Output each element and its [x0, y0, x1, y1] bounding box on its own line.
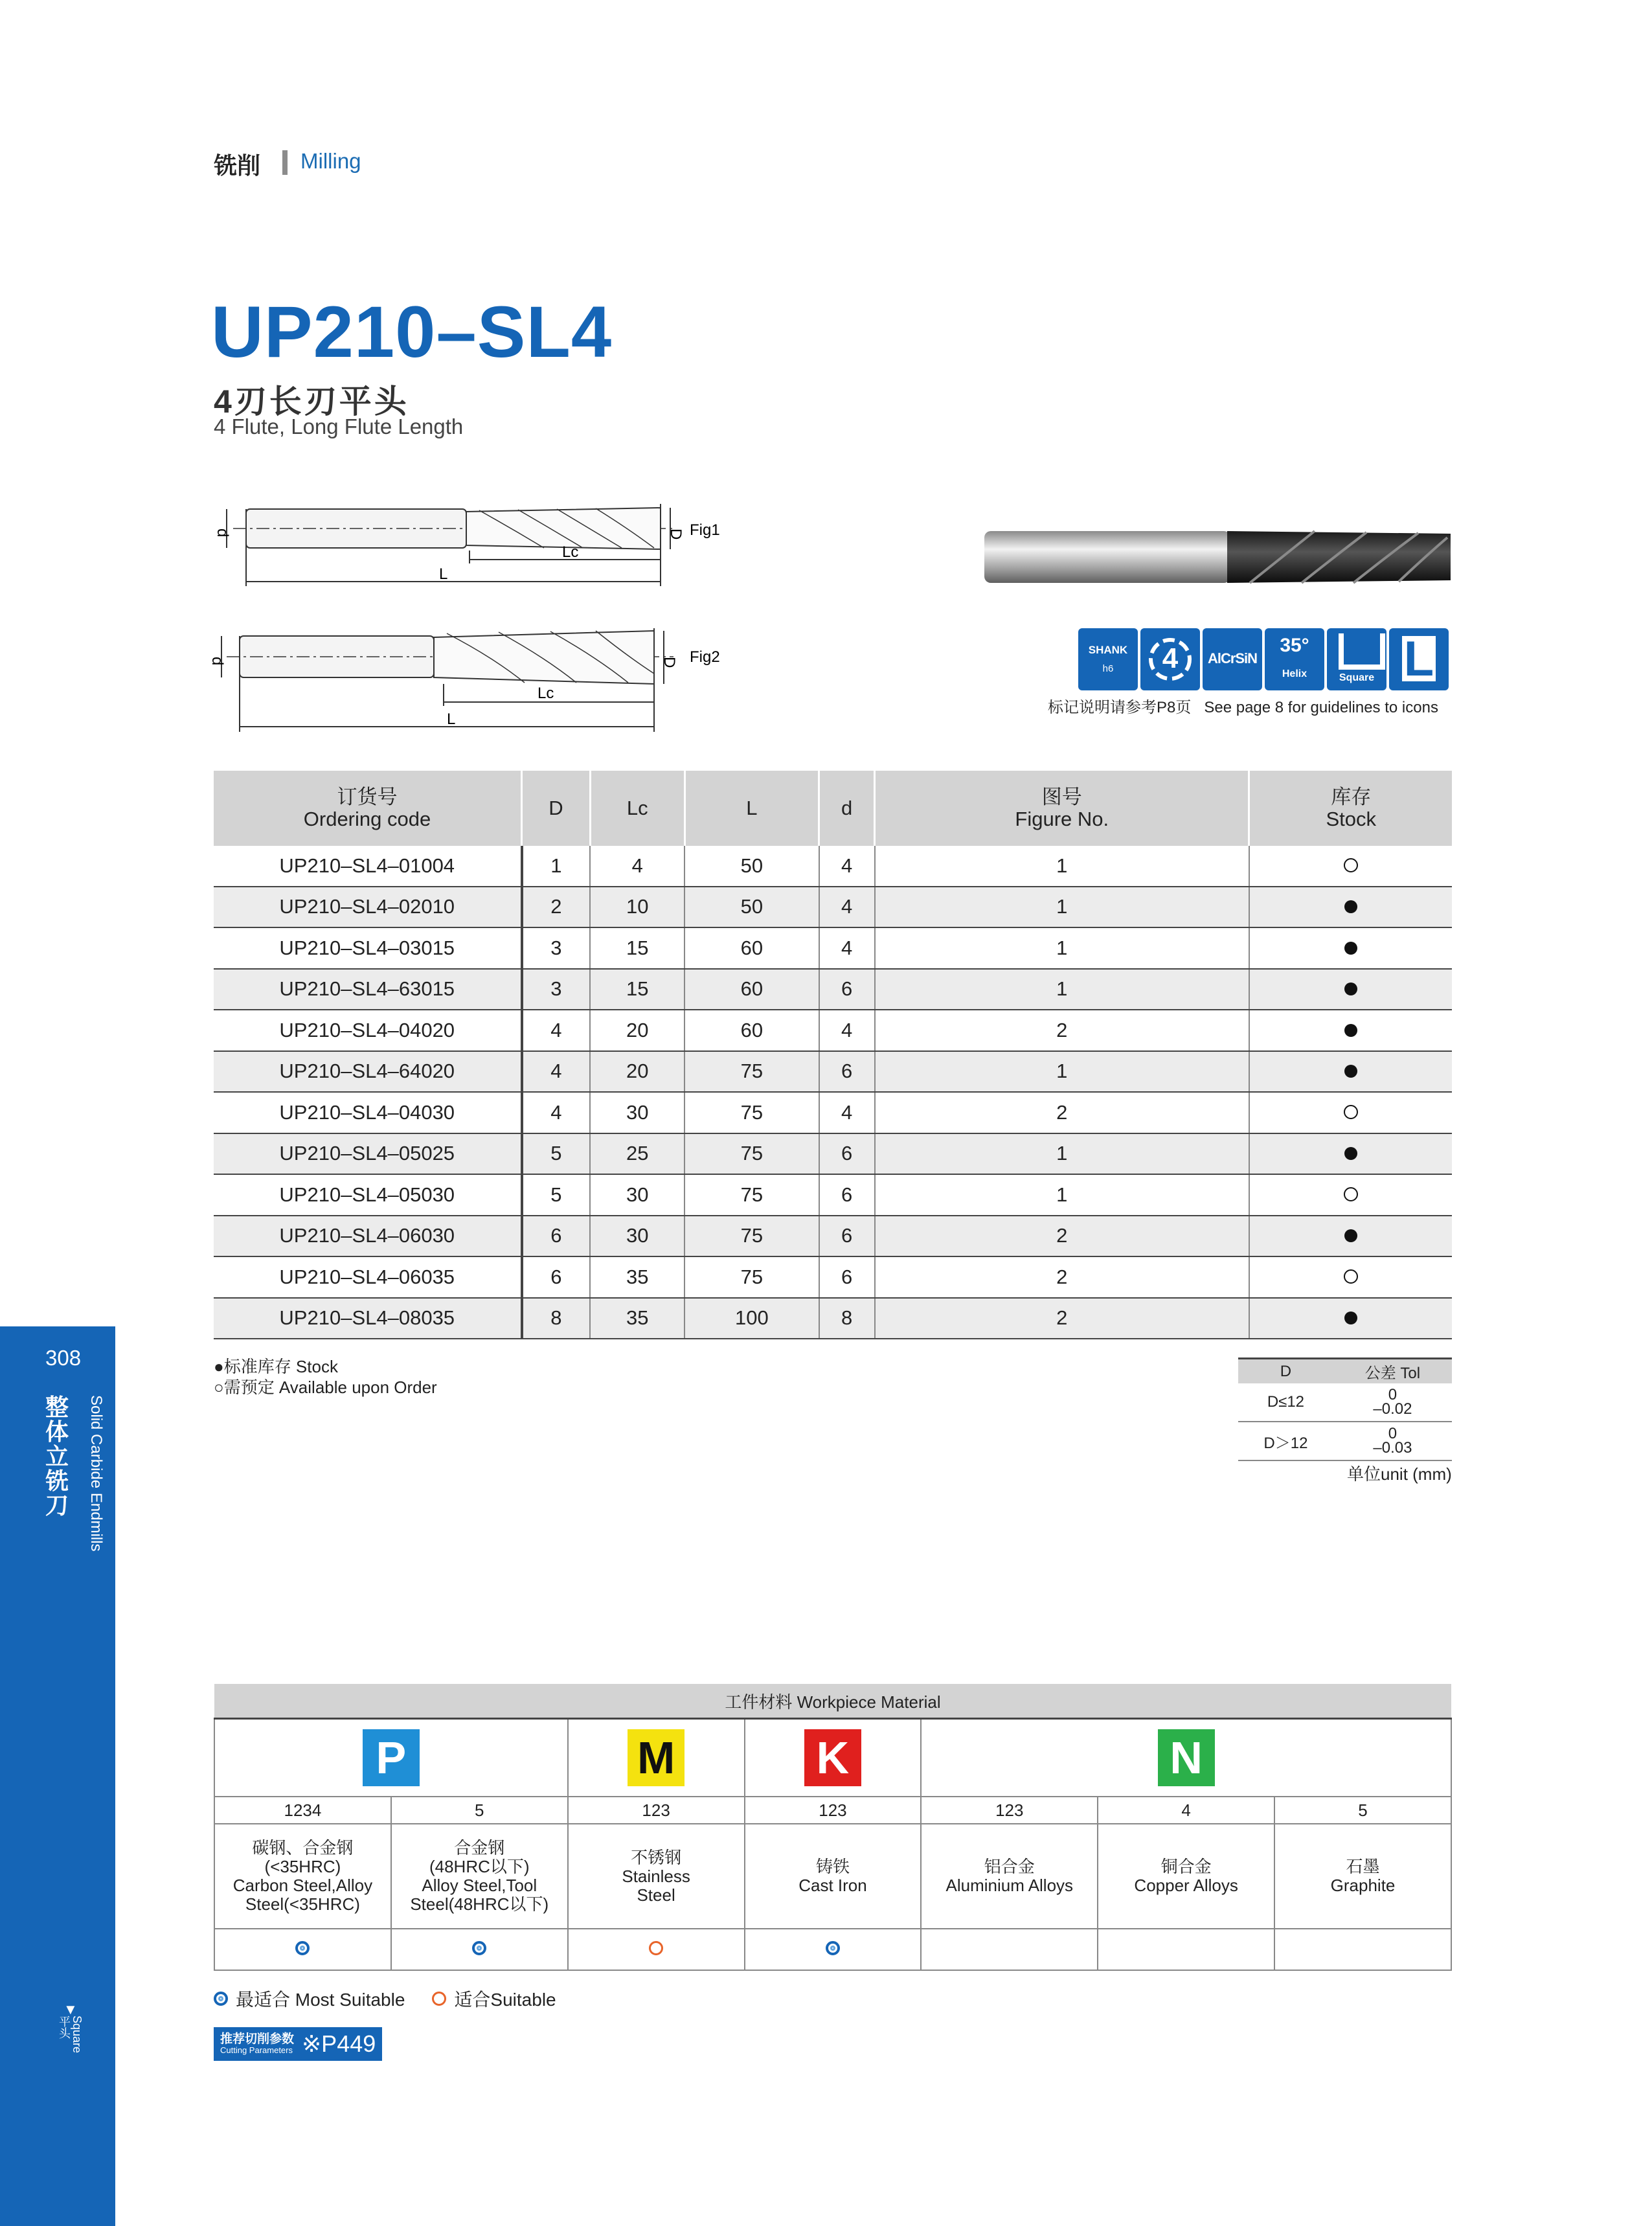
workpiece-table — [214, 1684, 1452, 1971]
material-group-k — [745, 1719, 922, 1797]
table-row — [214, 887, 1452, 928]
on-order-icon — [1344, 858, 1358, 872]
cell-d: 6 — [819, 1051, 875, 1093]
cell-D: 3 — [522, 969, 591, 1010]
material-suitability — [1274, 1929, 1451, 1970]
cell-d: 4 — [819, 1010, 875, 1051]
cell-fig: 2 — [875, 1298, 1249, 1339]
cell-L: 60 — [685, 1010, 819, 1051]
material-suitability — [921, 1929, 1098, 1970]
cell-stock — [1249, 1174, 1452, 1216]
cell-d: 8 — [819, 1298, 875, 1339]
tol-row-D: D＞12 — [1238, 1422, 1333, 1460]
material-name-en: Aluminium Alloys — [945, 1876, 1074, 1895]
on-order-icon — [1344, 1187, 1358, 1201]
material-name — [1274, 1824, 1451, 1929]
header-divider — [282, 150, 288, 175]
cell-L: 100 — [685, 1298, 819, 1339]
fig2-caption: Fig2 — [690, 648, 720, 666]
cell-fig: 2 — [875, 1010, 1249, 1051]
four-flute-icon: 4 — [1140, 628, 1200, 690]
material-group-n — [921, 1719, 1451, 1797]
cell-d: 4 — [819, 927, 875, 969]
cell-L: 75 — [685, 1256, 819, 1298]
long-flute-icon: L — [1389, 628, 1449, 690]
cell-L: 75 — [685, 1051, 819, 1093]
cell-D: 6 — [522, 1256, 591, 1298]
most-suitable-icon — [214, 1992, 228, 2006]
in-stock-icon — [1344, 900, 1357, 913]
cell-Lc: 35 — [590, 1298, 685, 1339]
material-name-cn: 石墨 — [1346, 1857, 1380, 1876]
shank-h6-icon: SHANK h6 — [1078, 628, 1138, 690]
material-code: 5 — [1274, 1797, 1451, 1824]
cell-d: 6 — [819, 1133, 875, 1175]
material-suitability — [745, 1929, 922, 1970]
material-name — [921, 1824, 1098, 1929]
table-row — [214, 1174, 1452, 1216]
cell-fig: 2 — [875, 1256, 1249, 1298]
cell-stock — [1249, 1298, 1452, 1339]
material-code: 123 — [921, 1797, 1098, 1824]
fig1-d-label: d — [214, 528, 231, 538]
material-name — [1098, 1824, 1274, 1929]
most-suitable-icon — [295, 1941, 310, 1955]
material-name-en: Copper Alloys — [1134, 1876, 1238, 1895]
cell-code: UP210–SL4–64020 — [214, 1051, 522, 1093]
suitable-label: 适合Suitable — [454, 1990, 556, 2010]
square-end-icon: Square — [1327, 628, 1386, 690]
cell-D: 5 — [522, 1133, 591, 1175]
sidebar-square-cn: 平头 — [58, 2016, 71, 2039]
fig1-caption: Fig1 — [690, 521, 720, 539]
stock-legend — [214, 1356, 437, 1398]
cell-d: 6 — [819, 969, 875, 1010]
material-name — [391, 1824, 568, 1929]
in-stock-icon — [1344, 942, 1357, 955]
sidebar-category-en: Solid Carbide Endmills — [87, 1395, 105, 1552]
cell-D: 4 — [522, 1092, 591, 1133]
material-badge: P — [363, 1729, 420, 1786]
cell-stock — [1249, 887, 1452, 928]
cell-stock — [1249, 969, 1452, 1010]
cutting-parameters-link[interactable] — [214, 2027, 382, 2061]
fig1-D-label: D — [667, 528, 685, 540]
cell-stock — [1249, 846, 1452, 887]
fig1-Lc-label: Lc — [562, 543, 579, 561]
cell-code: UP210–SL4–06030 — [214, 1216, 522, 1257]
tol-row-value: 0 –0.02 — [1333, 1383, 1452, 1422]
product-title: UP210–SL4 — [211, 291, 613, 372]
section-title-cn: 铣削 — [214, 152, 261, 179]
in-stock-icon — [1344, 982, 1357, 995]
page-number: 308 — [45, 1346, 82, 1370]
cell-fig: 1 — [875, 1174, 1249, 1216]
cell-Lc: 30 — [590, 1092, 685, 1133]
material-badge: N — [1158, 1729, 1215, 1786]
cell-L: 60 — [685, 927, 819, 969]
in-stock-icon — [1344, 1065, 1357, 1078]
col-Lc: Lc — [590, 771, 685, 846]
cell-D: 1 — [522, 846, 591, 887]
cell-code: UP210–SL4–04030 — [214, 1092, 522, 1133]
fig1-L-label: L — [439, 565, 448, 583]
cell-fig: 1 — [875, 969, 1249, 1010]
fig2-drawing — [207, 622, 738, 738]
tol-row-D: D≤12 — [1238, 1383, 1333, 1422]
material-suitability — [568, 1929, 745, 1970]
cell-fig: 1 — [875, 1133, 1249, 1175]
cell-code: UP210–SL4–05025 — [214, 1133, 522, 1175]
cell-code: UP210–SL4–06035 — [214, 1256, 522, 1298]
cell-Lc: 20 — [590, 1010, 685, 1051]
col-L: L — [685, 771, 819, 846]
cell-L: 75 — [685, 1174, 819, 1216]
material-name-en: Cast Iron — [798, 1876, 867, 1895]
cell-D: 2 — [522, 887, 591, 928]
material-name — [745, 1824, 922, 1929]
cell-Lc: 20 — [590, 1051, 685, 1093]
on-order-icon — [1344, 1269, 1358, 1284]
most-suitable-label: 最适合 Most Suitable — [236, 1990, 405, 2010]
cell-D: 3 — [522, 927, 591, 969]
cutting-parameters-ref: ※P449 — [302, 2030, 376, 2057]
cell-d: 6 — [819, 1256, 875, 1298]
cell-Lc: 30 — [590, 1174, 685, 1216]
cell-L: 75 — [685, 1216, 819, 1257]
material-name-cn: 碳钢、合金钢 — [252, 1838, 354, 1857]
cell-L: 50 — [685, 846, 819, 887]
most-suitable-icon — [472, 1941, 486, 1955]
cell-d: 6 — [819, 1216, 875, 1257]
cell-D: 5 — [522, 1174, 591, 1216]
cell-code: UP210–SL4–63015 — [214, 969, 522, 1010]
suitable-icon — [649, 1941, 663, 1955]
cell-fig: 1 — [875, 887, 1249, 928]
fig1-drawing — [207, 492, 738, 596]
material-name-cn: 合金钢 — [454, 1838, 505, 1857]
cell-fig: 1 — [875, 1051, 1249, 1093]
material-suitability — [214, 1929, 391, 1970]
cell-Lc: 30 — [590, 1216, 685, 1257]
suitability-legend — [214, 1986, 556, 2012]
cell-D: 8 — [522, 1298, 591, 1339]
material-name-en: Graphite — [1330, 1876, 1396, 1895]
col-stock: 库存 Stock — [1249, 771, 1452, 846]
cell-stock — [1249, 1256, 1452, 1298]
col-figure: 图号 Figure No. — [875, 771, 1249, 846]
cell-fig: 1 — [875, 846, 1249, 887]
endmill-photo — [978, 525, 1457, 589]
on-order-icon — [1344, 1105, 1358, 1119]
material-name-cn: 铸铁 — [815, 1857, 850, 1876]
cell-Lc: 10 — [590, 887, 685, 928]
tol-row-value: 0 –0.03 — [1333, 1422, 1452, 1460]
cell-stock — [1249, 1051, 1452, 1093]
sidebar-square-en: Square — [71, 2016, 84, 2054]
material-name-en: Stainless Steel — [622, 1866, 690, 1905]
cell-Lc: 35 — [590, 1256, 685, 1298]
triangle-down-icon: ▼ — [63, 2001, 78, 2017]
cell-Lc: 15 — [590, 969, 685, 1010]
material-code: 123 — [568, 1797, 745, 1824]
table-row — [214, 846, 1452, 887]
cell-fig: 2 — [875, 1216, 1249, 1257]
material-code: 5 — [391, 1797, 568, 1824]
table-row — [214, 1010, 1452, 1051]
cutting-parameters-cn: 推荐切削参数 — [220, 2032, 295, 2046]
in-stock-icon — [1344, 1229, 1357, 1242]
table-row — [214, 1051, 1452, 1093]
section-title-en: Milling — [300, 149, 361, 173]
ordering-table — [214, 771, 1452, 1339]
suitable-icon — [432, 1992, 446, 2006]
cell-L: 60 — [685, 969, 819, 1010]
material-suitability — [1098, 1929, 1274, 1970]
material-badge: K — [804, 1729, 861, 1786]
icon-guideline-note: 标记说明请参考P8页 See page 8 for guidelines to icons — [1048, 699, 1438, 716]
workpiece-title: 工件材料 Workpiece Material — [214, 1684, 1451, 1719]
ordering-table-body — [214, 846, 1452, 1339]
cell-code: UP210–SL4–01004 — [214, 846, 522, 887]
fig2-L-label: L — [447, 710, 456, 728]
cell-L: 75 — [685, 1133, 819, 1175]
cell-stock — [1249, 1010, 1452, 1051]
cell-d: 4 — [819, 846, 875, 887]
cutting-parameters-en: Cutting Parameters — [220, 2045, 293, 2055]
fig2-d-label: d — [209, 657, 226, 666]
table-row — [214, 1092, 1452, 1133]
alcrsin-coating-icon: AlCrSiN — [1203, 628, 1262, 690]
cell-code: UP210–SL4–03015 — [214, 927, 522, 969]
most-suitable-icon — [826, 1941, 840, 1955]
cell-fig: 2 — [875, 1092, 1249, 1133]
material-group-m — [568, 1719, 745, 1797]
cell-D: 4 — [522, 1051, 591, 1093]
cell-d: 6 — [819, 1174, 875, 1216]
material-code: 4 — [1098, 1797, 1274, 1824]
material-name-en: (48HRC以下) Alloy Steel,Tool Steel(48HRC以下) — [410, 1857, 549, 1914]
in-stock-icon — [1344, 1024, 1357, 1037]
product-subtitle-en: 4 Flute, Long Flute Length — [214, 415, 464, 438]
cell-stock — [1249, 1133, 1452, 1175]
table-row — [214, 1133, 1452, 1175]
cell-Lc: 25 — [590, 1133, 685, 1175]
tolerance-table — [1238, 1357, 1452, 1461]
material-name-cn: 不锈钢 — [631, 1847, 682, 1867]
cell-code: UP210–SL4–04020 — [214, 1010, 522, 1051]
cell-d: 4 — [819, 1092, 875, 1133]
cell-Lc: 4 — [590, 846, 685, 887]
table-row — [214, 1298, 1452, 1339]
cell-code: UP210–SL4–08035 — [214, 1298, 522, 1339]
product-subtitle-cn: 4刃长刃平头 — [214, 383, 409, 420]
cell-d: 4 — [819, 887, 875, 928]
material-suitability — [391, 1929, 568, 1970]
material-code: 1234 — [214, 1797, 391, 1824]
material-badge: M — [628, 1729, 685, 1786]
cell-D: 6 — [522, 1216, 591, 1257]
feature-icons — [1078, 628, 1449, 693]
material-name-en: (<35HRC) Carbon Steel,Alloy Steel(<35HRC) — [232, 1857, 373, 1914]
unit-note: 单位unit (mm) — [1347, 1464, 1452, 1484]
sidebar-category-cn: 整体立铣刀 — [45, 1394, 69, 1519]
fig2-Lc-label: Lc — [537, 685, 554, 702]
in-stock-icon — [1344, 1312, 1357, 1324]
material-group-p — [214, 1719, 568, 1797]
table-row — [214, 1256, 1452, 1298]
col-d: d — [819, 771, 875, 846]
stock-legend-empty: ○需预定 Available upon Order — [214, 1378, 437, 1397]
fig2-D-label: D — [661, 657, 678, 668]
col-ordering-code: 订货号 Ordering code — [214, 771, 522, 846]
cell-D: 4 — [522, 1010, 591, 1051]
table-row — [214, 969, 1452, 1010]
cell-stock — [1249, 927, 1452, 969]
cell-code: UP210–SL4–02010 — [214, 887, 522, 928]
material-name — [214, 1824, 391, 1929]
cell-fig: 1 — [875, 927, 1249, 969]
stock-legend-full: ●标准库存 Stock — [214, 1357, 338, 1376]
table-row — [214, 927, 1452, 969]
tol-col-D: D — [1238, 1359, 1333, 1384]
col-D: D — [522, 771, 591, 846]
material-name — [568, 1824, 745, 1929]
in-stock-icon — [1344, 1147, 1357, 1160]
cell-L: 75 — [685, 1092, 819, 1133]
cell-Lc: 15 — [590, 927, 685, 969]
tol-col-tol: 公差 Tol — [1333, 1359, 1452, 1384]
cell-code: UP210–SL4–05030 — [214, 1174, 522, 1216]
material-name-cn: 铜合金 — [1160, 1857, 1212, 1876]
helix-35-icon: 35° Helix — [1265, 628, 1324, 690]
cell-stock — [1249, 1216, 1452, 1257]
material-name-cn: 铝合金 — [984, 1857, 1035, 1876]
cell-stock — [1249, 1092, 1452, 1133]
table-row — [214, 1216, 1452, 1257]
material-code: 123 — [745, 1797, 922, 1824]
cell-L: 50 — [685, 887, 819, 928]
